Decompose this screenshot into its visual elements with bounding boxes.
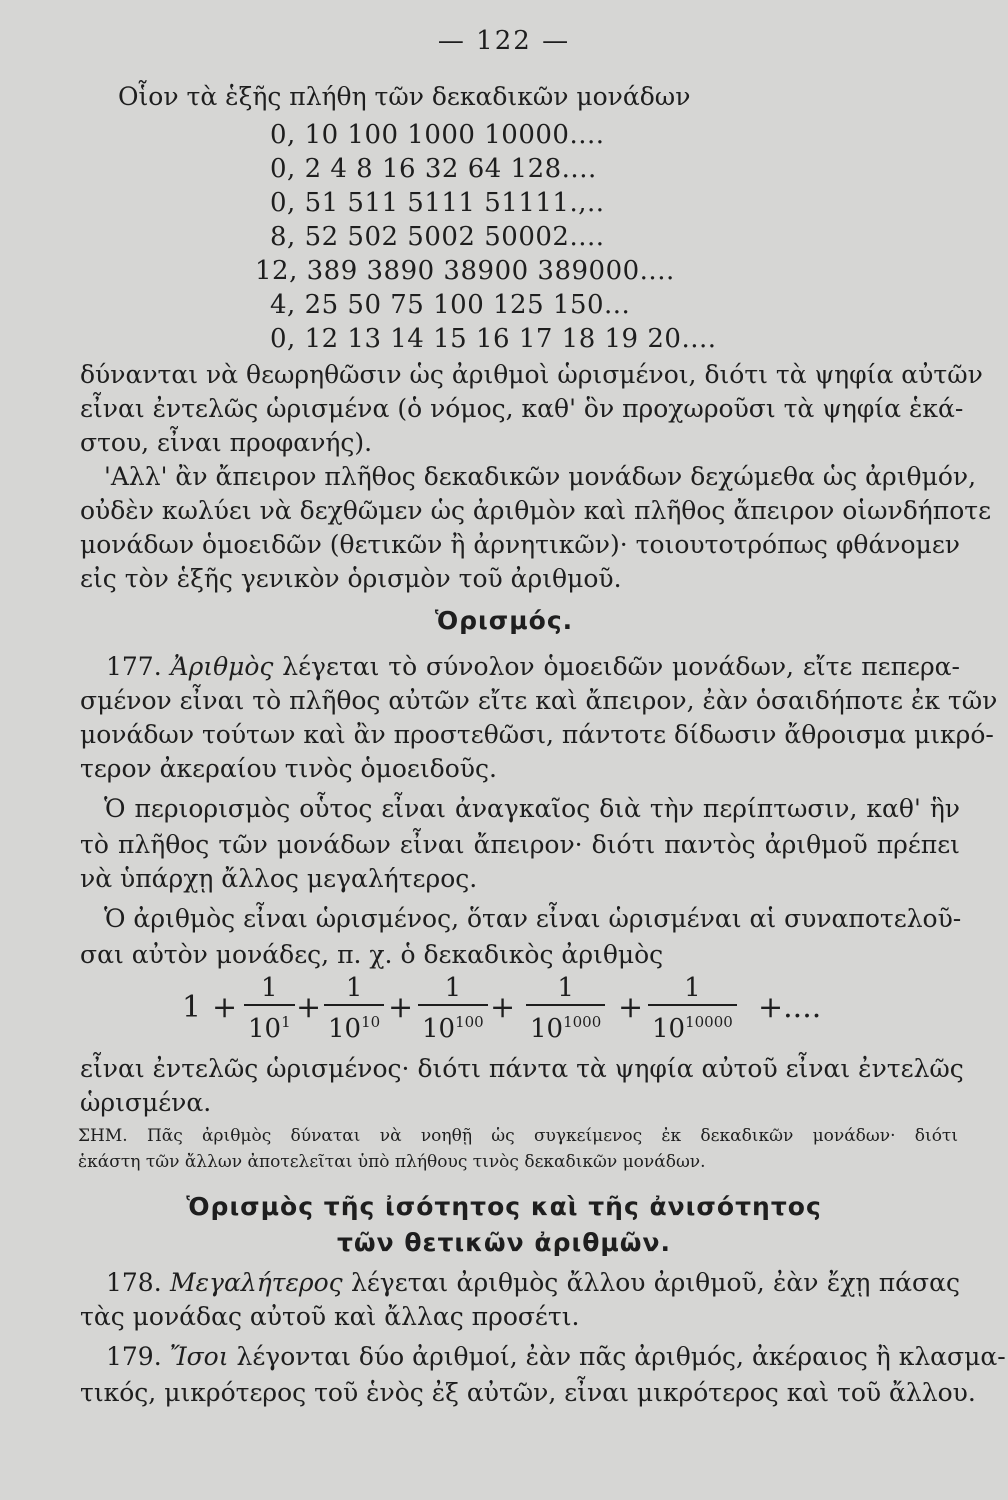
sequence-line: 0, 10 100 1000 10000.... <box>270 120 605 150</box>
fraction-numerator: 1 <box>261 973 278 1003</box>
paragraph-text: λέγεται τὸ σύνολον ὁμοειδῶν μονάδων, εἴτε πεπερα- <box>282 652 960 681</box>
section-heading: τῶν θετικῶν ἀριθμῶν. <box>336 1228 672 1257</box>
paragraph-text: λέγονται δύο ἀριθμοί, ἐὰν πᾶς ἀριθμός, ἀκέραιος ἢ κλασμα- <box>236 1342 1006 1371</box>
fraction-numerator: 1 <box>684 973 701 1003</box>
defined-term: Ἀριθμὸς <box>170 652 274 681</box>
paragraph-line: τικός, μικρότερος τοῦ ἑνὸς ἐξ αὐτῶν, εἶναι μικρότερος καὶ τοῦ ἄλλου. <box>80 1378 976 1407</box>
fraction-denominator: $10^{100}$ <box>418 1004 488 1045</box>
sequence-line: 0, 2 4 8 16 32 64 128.... <box>270 154 597 184</box>
paragraph-number: 179. <box>106 1342 162 1371</box>
plus-sign: + <box>388 990 414 1025</box>
paragraph-first-line <box>106 1340 1006 1374</box>
paragraph-first-line <box>106 650 960 684</box>
sequence-line: 0, 12 13 14 15 16 17 18 19 20.... <box>270 324 717 354</box>
fraction <box>648 972 737 1045</box>
paragraph-number: 177. <box>106 652 162 681</box>
paragraph-line: ὡρισμένα. <box>80 1088 212 1117</box>
page-number: — 122 — <box>437 26 571 56</box>
fraction-numerator: 1 <box>345 973 363 1003</box>
section-heading: Ὁρισμὸς τῆς ἰσότητος καὶ τῆς ἀνισότητος <box>186 1192 822 1221</box>
paragraph-line: οὐδὲν κωλύει νὰ δεχθῶμεν ὡς ἀριθμὸν καὶ πλῆθος ἄπειρον οἱωνδήποτε <box>80 496 992 525</box>
plus-sign: + <box>618 990 644 1025</box>
paragraph-line: μονάδων ὁμοειδῶν (θετικῶν ἢ ἀρνητικῶν)· τοιουτοτρόπως φθάνομεν <box>80 530 960 559</box>
paragraph-line: εἰς τὸν ἑξῆς γενικὸν ὁρισμὸν τοῦ ἀριθμοῦ. <box>80 564 622 593</box>
formula-tail: +.... <box>758 990 822 1025</box>
plus-sign: + <box>296 990 322 1025</box>
defined-term: Ἴσοι <box>169 1342 229 1371</box>
plus-sign: + <box>212 990 238 1025</box>
paragraph-number: 178. <box>106 1268 162 1297</box>
section-heading: Ὁρισμός. <box>434 606 574 635</box>
fraction <box>244 972 295 1045</box>
fraction <box>324 972 384 1045</box>
paragraph-line: Ὁ ἀριθμὸς εἶναι ὡρισμένος, ὅταν εἶναι ὡρισμέναι αἱ συναποτελοῦ- <box>104 904 962 933</box>
paragraph-line: 'Αλλ' ἂν ἄπειρον πλῆθος δεκαδικῶν μονάδων δεχώμεθα ὡς ἀριθμόν, <box>104 462 977 491</box>
paragraph-line: Ὁ περιορισμὸς οὗτος εἶναι ἀναγκαῖος διὰ τὴν περίπτωσιν, καθ' ἣν <box>104 794 960 823</box>
paragraph-line: σαι αὐτὸν μονάδες, π. χ. ὁ δεκαδικὸς ἀριθμὸς <box>80 940 664 969</box>
fraction-denominator: $10^1$ <box>244 1004 295 1045</box>
sequence-line: 4, 25 50 75 100 125 150... <box>270 290 631 320</box>
paragraph-first-line <box>106 1266 960 1300</box>
plus-sign: + <box>490 990 516 1025</box>
fraction <box>418 972 488 1045</box>
paragraph-line: εἶναι ἐντελῶς ὡρισμένος· διότι πάντα τὰ ψηφία αὐτοῦ εἶναι ἐντελῶς <box>80 1054 964 1083</box>
paragraph-line: τὸ πλῆθος τῶν μονάδων εἶναι ἄπειρον· διότι παντὸς ἀριθμοῦ πρέπει <box>80 830 960 859</box>
paragraph-line: εἶναι ἐντελῶς ὡρισμένα (ὁ νόμος, καθ' ὃν προχωροῦσι τὰ ψηφία ἑκά- <box>80 394 964 423</box>
paragraph-line: νὰ ὑπάρχῃ ἄλλος μεγαλήτερος. <box>80 864 478 893</box>
footnote-line: ΣΗΜ. Πᾶς ἀριθμὸς δύναται νὰ νοηθῇ ὡς συγκείμενος ἐκ δεκαδικῶν μονάδων· διότι <box>78 1126 958 1146</box>
paragraph-line: τὰς μονάδας αὐτοῦ καὶ ἄλλας προσέτι. <box>80 1302 580 1331</box>
fraction <box>526 972 605 1045</box>
fraction-numerator: 1 <box>444 973 462 1003</box>
sequence-line: 8, 52 502 5002 50002.... <box>270 222 605 252</box>
footnote-line: ἑκάστη τῶν ἄλλων ἀποτελεῖται ὑπὸ πλήθους τινὸς δεκαδικῶν μονάδων. <box>78 1152 706 1172</box>
defined-term: Μεγαλήτερος <box>170 1268 343 1297</box>
fraction-denominator: $10^{1000}$ <box>526 1004 605 1045</box>
paragraph-line: δύνανται νὰ θεωρηθῶσιν ὡς ἀριθμοὶ ὡρισμένοι, διότι τὰ ψηφία αὐτῶν <box>80 360 983 389</box>
sequence-line: 0, 51 511 5111 51111.,.. <box>270 188 605 218</box>
fraction-denominator: $10^{10000}$ <box>648 1004 737 1045</box>
paragraph-line: στου, εἶναι προφανής). <box>80 428 373 457</box>
paragraph-text: λέγεται ἀριθμὸς ἄλλου ἀριθμοῦ, ἐὰν ἔχῃ πάσας <box>351 1268 960 1297</box>
paragraph-line: μονάδων τούτων καὶ ἂν προστεθῶσι, πάντοτε δίδωσιν ἄθροισμα μικρό- <box>80 720 994 749</box>
formula-lead: 1 <box>182 990 202 1025</box>
fraction-denominator: $10^{10}$ <box>324 1004 384 1045</box>
fraction-numerator: 1 <box>557 973 574 1003</box>
paragraph-line: τερον ἀκεραίου τινὸς ὁμοειδοῦς. <box>80 754 497 783</box>
sequence-line: 12, 389 3890 38900 389000.... <box>255 256 675 286</box>
paragraph-line: σμένον εἶναι τὸ πλῆθος αὐτῶν εἴτε καὶ ἄπειρον, ἐὰν ὁσαιδήποτε ἐκ τῶν <box>80 686 998 715</box>
intro-line: Οἷον τὰ ἑξῆς πλήθη τῶν δεκαδικῶν μονάδων <box>118 82 691 111</box>
